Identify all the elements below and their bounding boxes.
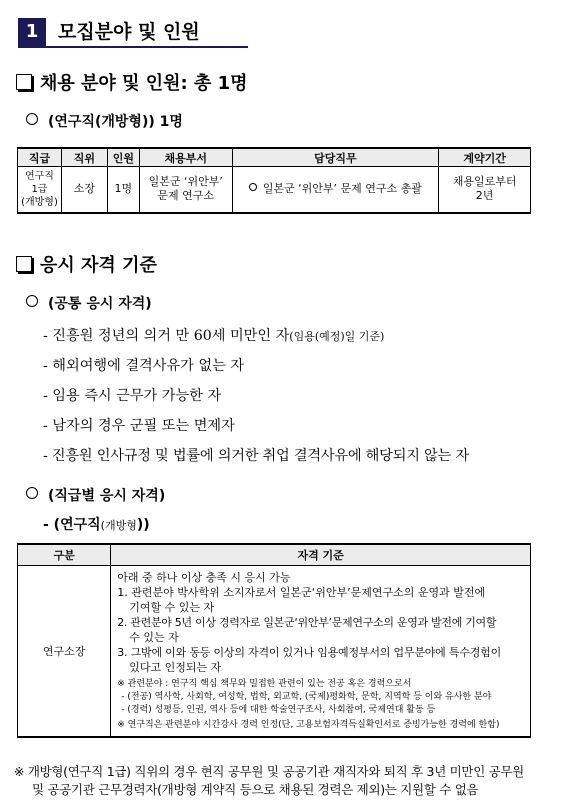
circle-bullet-icon <box>26 487 38 499</box>
list-item: - 진흥원 인사규정 및 법률에 의거한 취업 결격사유에 해당되지 않는 자 <box>43 448 469 464</box>
header-term: 계약기간 <box>439 148 531 167</box>
cell-criteria <box>111 566 531 738</box>
list-item: - 임용 즉시 근무가 가능한 자 <box>43 388 222 404</box>
page-title: 모집분야 및 인원 <box>58 21 200 43</box>
table-header-row <box>18 544 531 566</box>
position-subheading-text: (연구직(개방형)) 1명 <box>48 114 183 130</box>
department-line: 문제 연구소 <box>157 189 215 203</box>
rank-line: 1급 <box>31 183 48 195</box>
criteria-note: - (경력) 성평등, 인권, 역사 등에 대한 학술연구조사, 사회참여, 국제연대 활동 등 <box>121 705 436 715</box>
checkbox-square-icon <box>16 74 32 90</box>
table-row <box>18 167 531 213</box>
qualification-section-heading <box>16 254 157 278</box>
cell-department <box>139 167 232 213</box>
footnote <box>14 763 574 799</box>
list-item-note: (임용(예정)일 기준) <box>289 330 385 343</box>
circle-bullet-icon <box>26 113 38 125</box>
qualification-table <box>17 543 531 738</box>
grade-qualification-heading <box>26 486 165 506</box>
position-subheading <box>26 112 183 132</box>
term-line: 2년 <box>475 189 494 203</box>
title-underline <box>18 46 248 48</box>
criteria-item-cont: 기여할 수 있는 자 <box>129 601 215 614</box>
grade-subheading-text: - (연구직 <box>43 517 101 533</box>
criteria-note: ※ 관련분야 : 연구직 핵심 책무와 밀접한 관련이 있는 전공 혹은 경력으로서 <box>117 679 412 689</box>
section-number-badge: 1 <box>18 18 46 46</box>
cell-rank <box>18 167 62 213</box>
criteria-note: ※ 연구직은 관련분야 시간강사 경력 인정(단, 고용보험자격득실확인서로 증빙가능한 경력에 한함) <box>117 720 500 730</box>
list-item <box>43 326 384 347</box>
recruitment-section-heading <box>16 72 248 96</box>
recruitment-section-title: 채용 분야 및 인원: 총 1명 <box>40 73 248 94</box>
criteria-item: 1. 관련분야 박사학위 소지자로서 일본군‘위안부’문제연구소의 운영과 발전에 <box>117 586 486 599</box>
table-header-row <box>18 148 531 167</box>
header-duty: 담당직무 <box>232 148 439 167</box>
table-row <box>18 566 531 738</box>
list-item-text: - 진흥원 정년의 의거 만 60세 미만인 자 <box>43 328 290 344</box>
rank-line: (개방형) <box>21 196 58 208</box>
cell-position: 소장 <box>61 167 107 213</box>
cell-category: 연구소장 <box>18 566 111 738</box>
header-criteria: 자격 기준 <box>111 544 531 566</box>
cell-term <box>439 167 531 213</box>
term-line: 채용일로부터 <box>452 175 517 189</box>
department-line: 일본군 ‘위안부’ <box>148 175 223 189</box>
recruitment-table <box>17 147 531 214</box>
header-count: 인원 <box>107 148 139 167</box>
rank-line: 연구직 <box>24 170 54 182</box>
header-rank: 직급 <box>18 148 62 167</box>
cell-count: 1명 <box>107 167 139 213</box>
criteria-item-cont: 수 있는 자 <box>129 631 179 644</box>
grade-subheading <box>43 515 150 536</box>
criteria-intro: 아래 중 하나 이상 충족 시 응시 가능 <box>117 571 291 584</box>
small-circle-bullet-icon <box>249 183 257 191</box>
cell-duty <box>232 167 439 213</box>
header-position: 직위 <box>61 148 107 167</box>
grade-qualification-title: (직급별 응시 자격) <box>48 488 166 504</box>
qualification-section-title: 응시 자격 기준 <box>40 255 157 276</box>
footnote-line: 및 공공기관 근무경력자(개방형 계약직 등으로 채용된 경력은 제외)는 지원할 수 없음 <box>32 782 479 797</box>
criteria-item-cont: 있다고 인정되는 자 <box>129 661 222 674</box>
list-item: - 해외여행에 결격사유가 없는 자 <box>43 358 245 374</box>
grade-subheading-suffix: )) <box>136 517 150 533</box>
common-qualification-title: (공통 응시 자격) <box>48 296 152 312</box>
duty-text: 일본군 ‘위안부’ 문제 연구소 총괄 <box>262 182 422 196</box>
checkbox-square-icon <box>16 256 32 272</box>
circle-bullet-icon <box>26 295 38 307</box>
header-category: 구분 <box>18 544 111 566</box>
list-item: - 남자의 경우 군필 또는 면제자 <box>43 418 235 434</box>
criteria-item: 2. 관련분야 5년 이상 경력자로 일본군‘위안부’문제연구소의 운영과 발전에 기여할 <box>117 616 497 629</box>
common-qualification-heading <box>26 294 152 314</box>
criteria-note: - (전공) 역사학, 사회학, 여성학, 법학, 외교학, (국제)평화학, 문학, 지역학 등 이와 유사한 분야 <box>121 692 492 702</box>
header-department: 채용부서 <box>139 148 232 167</box>
criteria-item: 3. 그밖에 이와 동등 이상의 자격이 있거나 임용예정부서의 업무분야에 특수경험이 <box>117 646 502 659</box>
grade-subheading-small: (개방형 <box>100 519 137 532</box>
footnote-line: ※ 개방형(연구직 1급) 직위의 경우 현직 공무원 및 공공기관 재직자와 퇴직 후 3년 미만인 공무원 <box>14 764 524 779</box>
